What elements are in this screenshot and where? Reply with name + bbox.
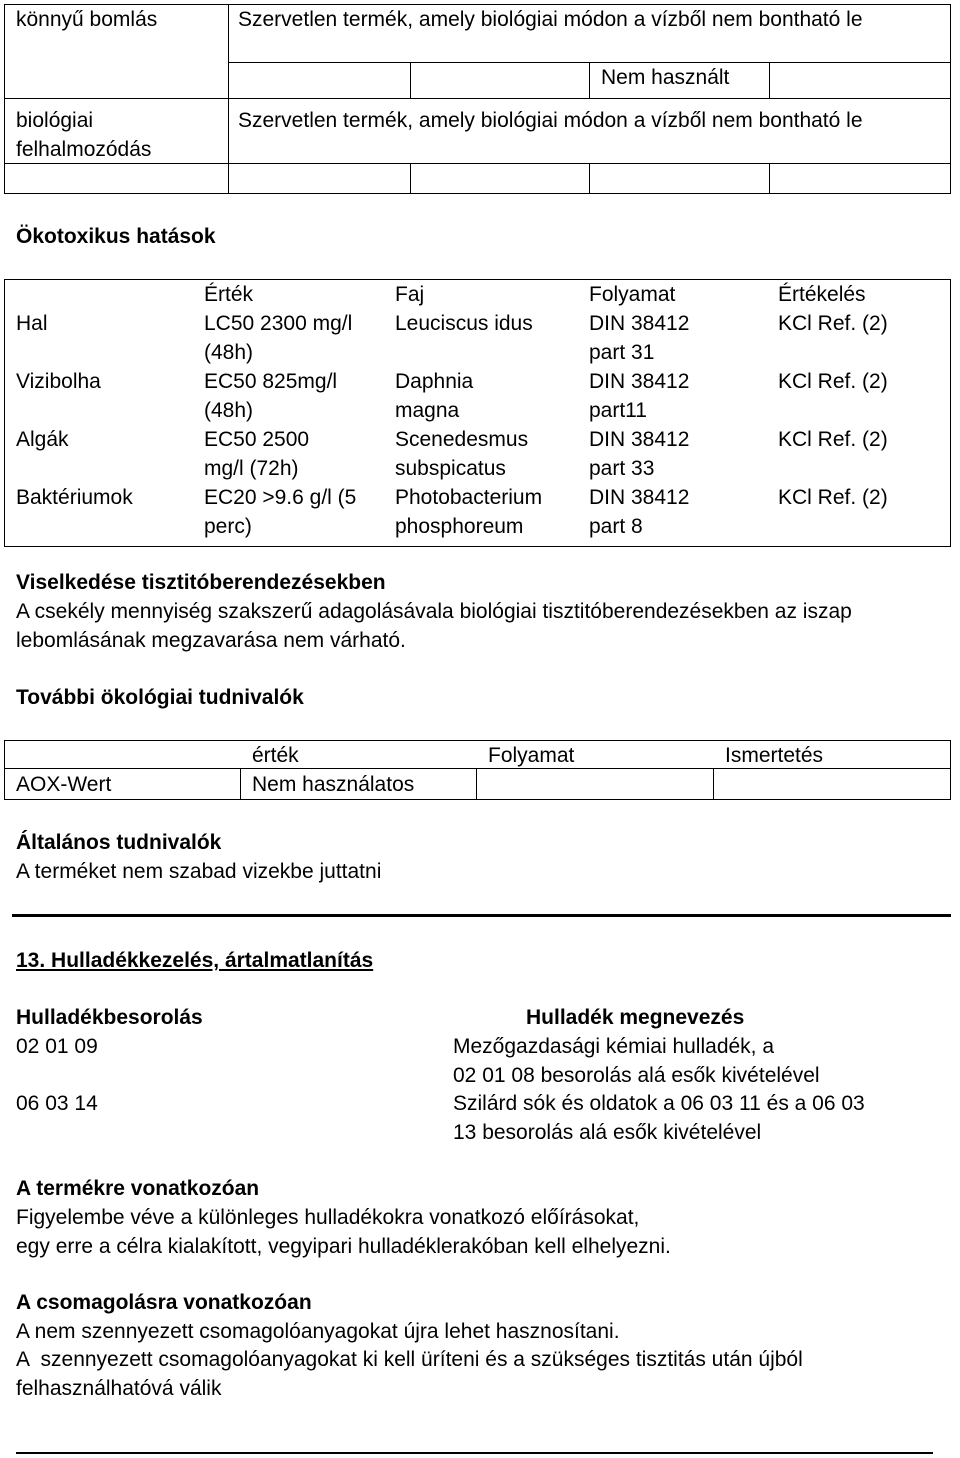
table-divider xyxy=(589,163,590,194)
species-cell: Leuciscus idus xyxy=(395,312,533,335)
degradation-text: Szervetlen termék, amely biológiai módon a vízből nem bontható le xyxy=(238,109,863,132)
waste-name: 13 besorolás alá esők kivételével xyxy=(453,1121,762,1144)
subsection-heading: A termékre vonatkozóan xyxy=(16,1177,260,1200)
evaluation-cell: KCl Ref. (2) xyxy=(778,486,888,509)
packaging-text: A szennyezett csomagolóanyagokat ki kell üríteni és a szükséges tisztitás után újból xyxy=(16,1348,803,1371)
waste-code: 02 01 09 xyxy=(16,1035,98,1058)
row-name: AOX-Wert xyxy=(16,773,112,796)
process-cell: DIN 38412 part 33 xyxy=(589,428,690,480)
column-header: Érték xyxy=(204,283,254,306)
process-cell: DIN 38412 part11 xyxy=(589,370,690,422)
value-cell: LC50 2300 mg/l (48h) xyxy=(204,312,353,364)
section-heading: Általános tudnivalók xyxy=(16,831,222,854)
general-text: A terméket nem szabad vizekbe juttatni xyxy=(16,860,382,883)
value-cell: EC20 >9.6 g/l (5 perc) xyxy=(204,486,357,538)
column-header: Faj xyxy=(395,283,425,306)
row-value: Nem használatos xyxy=(252,773,415,796)
degradation-label: könnyű bomlás xyxy=(16,8,158,31)
evaluation-cell: KCl Ref. (2) xyxy=(778,370,888,393)
treatment-text: A csekély mennyiség szakszerű adagolásávala biológiai tisztitóberendezésekben az iszap lebomlásának megzavarása nem várható. xyxy=(16,600,852,652)
section-heading: Ökotoxikus hatások xyxy=(16,225,216,248)
column-header: Értékelés xyxy=(778,283,866,306)
packaging-text: A nem szennyezett csomagolóanyagokat újra lehet hasznosítani. xyxy=(16,1320,620,1343)
table-divider xyxy=(589,62,590,98)
section-title: 13. Hulladékkezelés, ártalmatlanítás xyxy=(16,949,374,972)
section-divider xyxy=(12,914,951,917)
table-divider xyxy=(228,4,229,194)
table-divider xyxy=(410,62,411,98)
degradation-text: Szervetlen termék, amely biológiai módon a vízből nem bontható le xyxy=(238,8,863,31)
species-cell: Daphnia magna xyxy=(395,370,474,422)
product-text: egy erre a célra kialakított, vegyipari hulladéklerakóban kell elhelyezni. xyxy=(16,1235,671,1258)
organism-cell: Baktériumok xyxy=(16,486,133,509)
column-header: Ismertetés xyxy=(725,744,824,767)
table-divider xyxy=(476,768,477,800)
column-header: Folyamat xyxy=(589,283,676,306)
packaging-text: felhasználhatóvá válik xyxy=(16,1377,222,1400)
subsection-heading: A csomagolásra vonatkozóan xyxy=(16,1291,312,1314)
organism-cell: Vizibolha xyxy=(16,370,101,393)
column-header: Hulladékbesorolás xyxy=(16,1006,203,1029)
table-divider xyxy=(4,98,950,99)
evaluation-cell: KCl Ref. (2) xyxy=(778,312,888,335)
waste-name: Szilárd sók és oldatok a 06 03 11 és a 06 03 xyxy=(453,1092,865,1115)
section-heading: Viselkedése tisztitóberendezésekben xyxy=(16,571,386,594)
organism-cell: Algák xyxy=(16,428,69,451)
column-header: Hulladék megnevezés xyxy=(526,1006,745,1029)
table-divider xyxy=(410,163,411,194)
table-divider xyxy=(713,768,714,800)
page-footer-rule xyxy=(16,1452,933,1454)
waste-name: 02 01 08 besorolás alá esők kivételével xyxy=(453,1064,820,1087)
process-cell: DIN 38412 part 31 xyxy=(589,312,690,364)
column-header: Folyamat xyxy=(488,744,575,767)
degradation-text: Nem használt xyxy=(601,66,730,89)
waste-name: Mezőgazdasági kémiai hulladék, a xyxy=(453,1035,775,1058)
value-cell: EC50 825mg/l (48h) xyxy=(204,370,338,422)
process-cell: DIN 38412 part 8 xyxy=(589,486,690,538)
organism-cell: Hal xyxy=(16,312,48,335)
degradation-label: biológiai felhalmozódás xyxy=(16,109,152,161)
table-divider xyxy=(240,768,241,800)
evaluation-cell: KCl Ref. (2) xyxy=(778,428,888,451)
species-cell: Photobacterium phosphoreum xyxy=(395,486,543,538)
value-cell: EC50 2500 mg/l (72h) xyxy=(204,428,310,480)
species-cell: Scenedesmus subspicatus xyxy=(395,428,529,480)
section-heading: További ökológiai tudnivalók xyxy=(16,686,304,709)
product-text: Figyelembe véve a különleges hulladékokra vonatkozó előírásokat, xyxy=(16,1206,640,1229)
column-header: érték xyxy=(252,744,299,767)
table-divider xyxy=(769,163,770,194)
waste-code: 06 03 14 xyxy=(16,1092,98,1115)
